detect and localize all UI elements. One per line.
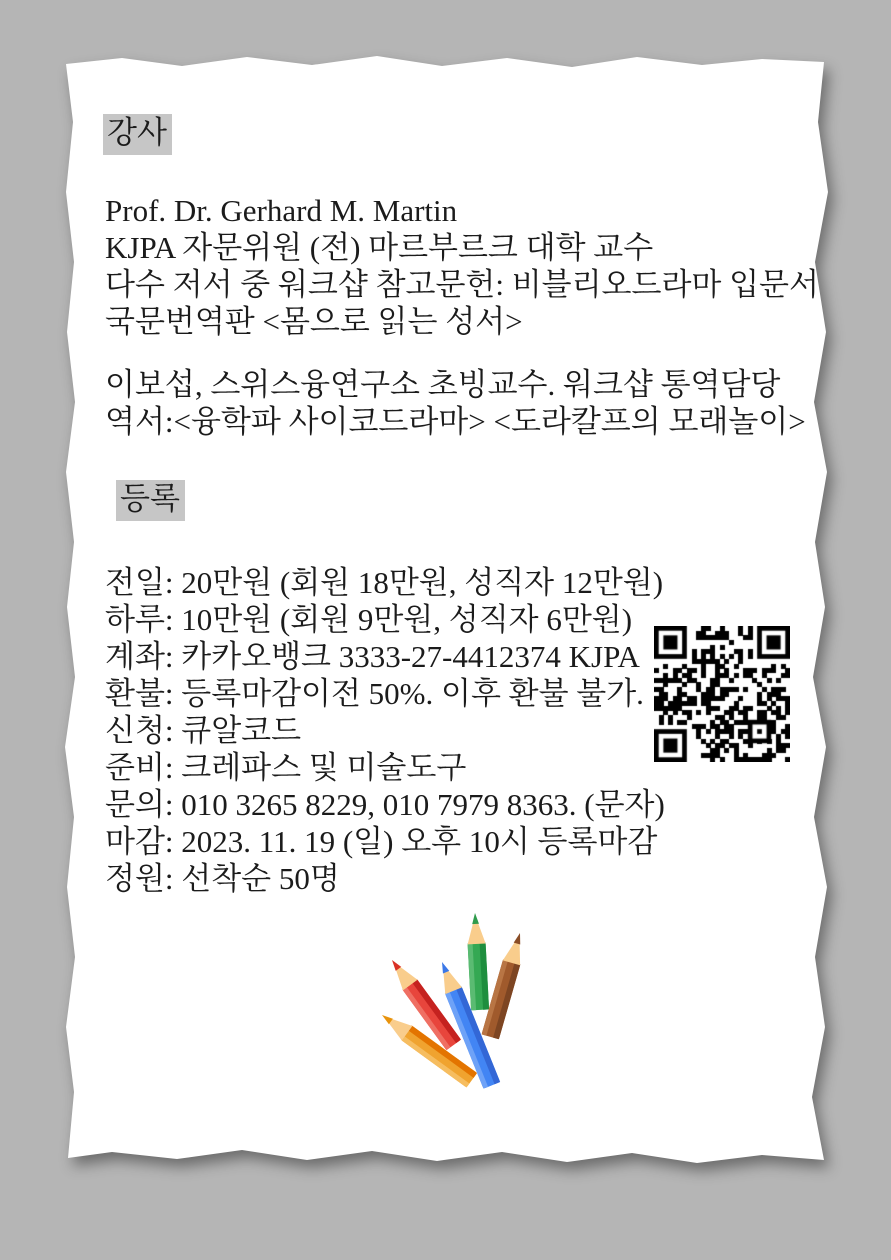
- registration-line-apply: 신청: 큐알코드: [105, 713, 302, 748]
- interpreter-bio: [105, 366, 827, 440]
- registration-line-contact: 문의: 010 3265 8229, 010 7979 8363. (문자): [105, 787, 665, 822]
- flyer-content: [62, 52, 830, 1168]
- registration-line-oneday: 하루: 10만원 (회원 9만원, 성직자 6만원): [105, 602, 633, 637]
- bio-line: Prof. Dr. Gerhard M. Martin: [105, 193, 458, 228]
- bio-line: KJPA 자문위원 (전) 마르부르크 대학 교수: [105, 230, 654, 265]
- registration-line-account: 계좌: 카카오뱅크 3333-27-4412374 KJPA: [105, 639, 640, 674]
- registration-line-capacity: 정원: 선착순 50명: [105, 861, 340, 896]
- registration-line-deadline: 마감: 2023. 11. 19 (일) 오후 10시 등록마감: [105, 824, 658, 859]
- registration-details: [105, 564, 665, 897]
- instructor-bio: [105, 192, 827, 340]
- interpreter-line: 역서:<융학파 사이코드라마> <도라칼프의 모래놀이>: [105, 404, 806, 439]
- colored-pencils-illustration: [357, 895, 577, 1110]
- registration-section-heading: 등록: [116, 480, 185, 521]
- registration-line-fullday: 전일: 20만원 (회원 18만원, 성직자 12만원): [105, 565, 664, 600]
- registration-line-supplies: 준비: 크레파스 및 미술도구: [105, 750, 467, 785]
- registration-line-refund: 환불: 등록마감이전 50%. 이후 환불 불가.: [105, 676, 644, 711]
- torn-paper-sheet: [62, 52, 830, 1168]
- qr-code: [654, 626, 790, 762]
- interpreter-line: 이보섭, 스위스융연구소 초빙교수. 워크샵 통역담당: [105, 367, 781, 402]
- instructor-section-heading: 강사: [103, 114, 172, 155]
- bio-line: 다수 저서 중 워크샵 참고문헌: 비블리오드라마 입문서 국문번역판 <몸으로 읽는 성서>: [105, 267, 819, 339]
